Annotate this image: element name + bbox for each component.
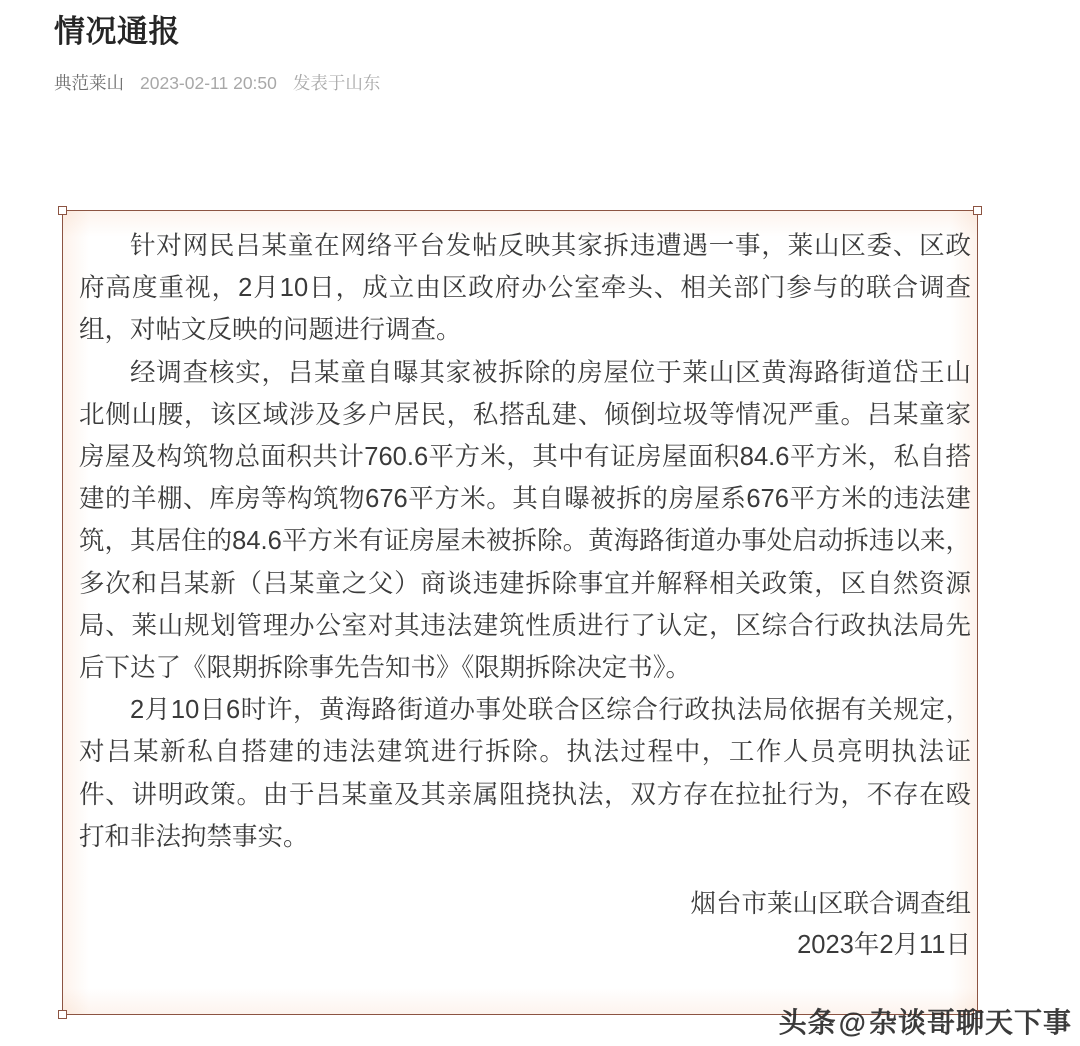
byline-author[interactable]: 典范莱山 (54, 73, 124, 93)
page-title: 情况通报 (54, 14, 180, 49)
byline-datetime: 2023-02-11 20:50 (140, 73, 277, 93)
notice-paragraph-3: 2月10日6时许，黄海路街道办事处联合区综合行政执法局依据有关规定，对吕某新私自搭建的违法建筑进行拆除。执法过程中，工作人员亮明执法证件、讲明政策。由于吕某童及其亲属阻挠执法，双方存在拉扯行为，不存在殴打和非法拘禁事实。 (79, 696, 971, 851)
byline (54, 70, 1014, 96)
article-header (54, 10, 1014, 96)
notice-paragraph-1: 针对网民吕某童在网络平台发帖反映其家拆违遭遇一事，莱山区委、区政府高度重视，2月10日，成立由区政府办公室牵头、相关部门参与的联合调查组，对帖文反映的问题进行调查。 (79, 232, 971, 345)
byline-location: 发表于山东 (292, 73, 381, 93)
signature-block (79, 884, 977, 966)
watermark-at-icon: @ (838, 1007, 867, 1038)
notice-paragraph-2: 经调查核实，吕某童自曝其家被拆除的房屋位于莱山区黄海路街道岱王山北侧山腰，该区域涉及多户居民，私搭乱建、倾倒垃圾等情况严重。吕某童家房屋及构筑物总面积共计760.6平方米，其中有证房屋面积84.6平方米，私自搭建的羊棚、库房等构筑物676平方米。其自曝被拆的房屋系676平方米的违法建筑，其居住的84.6平方米有证房屋未被拆除。黄海路街道办事处启动拆违以来，多次和吕某新（吕某童之父）商谈违建拆除事宜并解释相关政策，区自然资源局、莱山规划管理办公室对其违法建筑性质进行了认定，区综合行政执法局先后下达了《限期拆除事先告知书》《限期拆除决定书》。 (79, 358, 971, 683)
corner-marker-top-left (58, 206, 67, 215)
corner-marker-bottom-left (58, 1010, 67, 1019)
notice-body (79, 225, 969, 1006)
watermark-account: 杂谈哥聊天下事 (868, 1007, 1072, 1038)
watermark-platform: 头条 (778, 1007, 837, 1038)
notice-document (62, 210, 978, 1015)
corner-marker-top-right (973, 206, 982, 215)
watermark (779, 1006, 1072, 1040)
signature-organization: 烟台市莱山区联合调查组 (690, 890, 971, 919)
signature-date: 2023年2月11日 (797, 931, 971, 960)
